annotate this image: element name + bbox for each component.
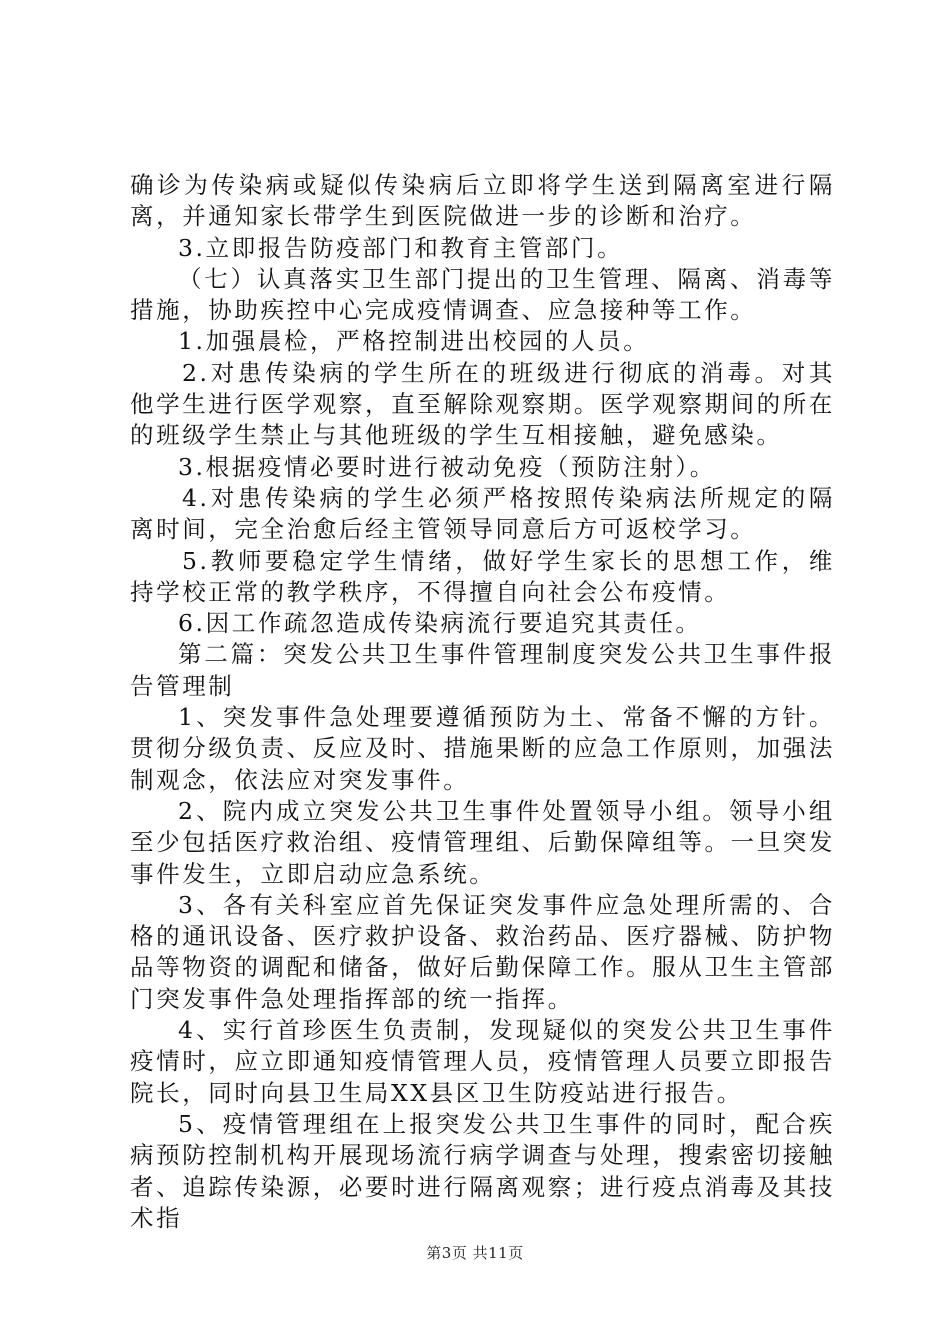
paragraph-item-1-morning-check: 1.加强晨检，严格控制进出校园的人员。: [178, 327, 650, 356]
paragraph-rule-1: 1、突发事件急处理要遵循预防为土、常备不懈的方针。贯彻分级负责、反应及时、措施果断的应急工作原则，加强法制观念，依法应对突发事件。: [130, 703, 835, 794]
document-body: [130, 170, 835, 1234]
page-number-footer: 第3页 共11页: [426, 1244, 524, 1262]
paragraph-rule-2: 2、院内成立突发公共卫生事件处置领导小组。领导小组至少包括医疗救治组、疫情管理组、后勤保障组等。一旦突发事件发生，立即启动应急系统。: [130, 796, 835, 888]
paragraph-item-3-immunization: 3.根据疫情必要时进行被动免疫（预防注射）。: [178, 452, 716, 481]
paragraph-rule-4: 4、实行首珍医生负责制，发现疑似的突发公共卫生事件疫情时，应立即通知疫情管理人员，疫情管理人员要立即报告院长，同时向县卫生局XX县区卫生防疫站进行报告。: [130, 1016, 835, 1107]
paragraph-continuation: 确诊为传染病或疑似传染病后立即将学生送到隔离室进行隔离，并通知家长带学生到医院做进一步的诊断和治疗。: [130, 171, 835, 231]
paragraph-item-6-responsibility: 6.因工作疏忽造成传染病流行要追究其责任。: [178, 609, 702, 638]
paragraph-item-5-teachers: 5.教师要稳定学生情绪，做好学生家长的思想工作，维持学校正常的教学秩序，不得擅自向社会公布疫情。: [130, 546, 835, 606]
paragraph-rule-5: 5、疫情管理组在上报突发公共卫生事件的同时，配合疾病预防控制机构开展现场流行病学调查与处理，搜索密切接触者、追踪传染源，必要时进行隔离观察；进行疫点消毒及其技术指: [130, 1109, 835, 1232]
paragraph-rule-3: 3、各有关科室应首先保证突发事件应急处理所需的、合格的通讯设备、医疗救护设备、救治药品、医疗器械、防护物品等物资的调配和储备，做好后勤保障工作。服从卫生主管部门突发事件急处理指挥部的统一指挥。: [130, 890, 835, 1013]
paragraph-item-2-disinfection: 2.对患传染病的学生所在的班级进行彻底的消毒。对其他学生进行医学观察，直至解除观察期。医学观察期间的所在的班级学生禁止与其他班级的学生互相接触，避免感染。: [130, 358, 835, 450]
chapter-heading: 第二篇：突发公共卫生事件管理制度突发公共卫生事件报告管理制: [130, 640, 835, 700]
paragraph-item-3-report: 3.立即报告防疫部门和教育主管部门。: [178, 233, 624, 262]
paragraph-section-7: （七）认真落实卫生部门提出的卫生管理、隔离、消毒等措施，协助疾控中心完成疫情调查、应急接种等工作。: [130, 264, 835, 325]
paragraph-item-4-isolation: 4.对患传染病的学生必须严格按照传染病法所规定的隔离时间，完全治愈后经主管领导同意后方可返校学习。: [130, 483, 835, 544]
